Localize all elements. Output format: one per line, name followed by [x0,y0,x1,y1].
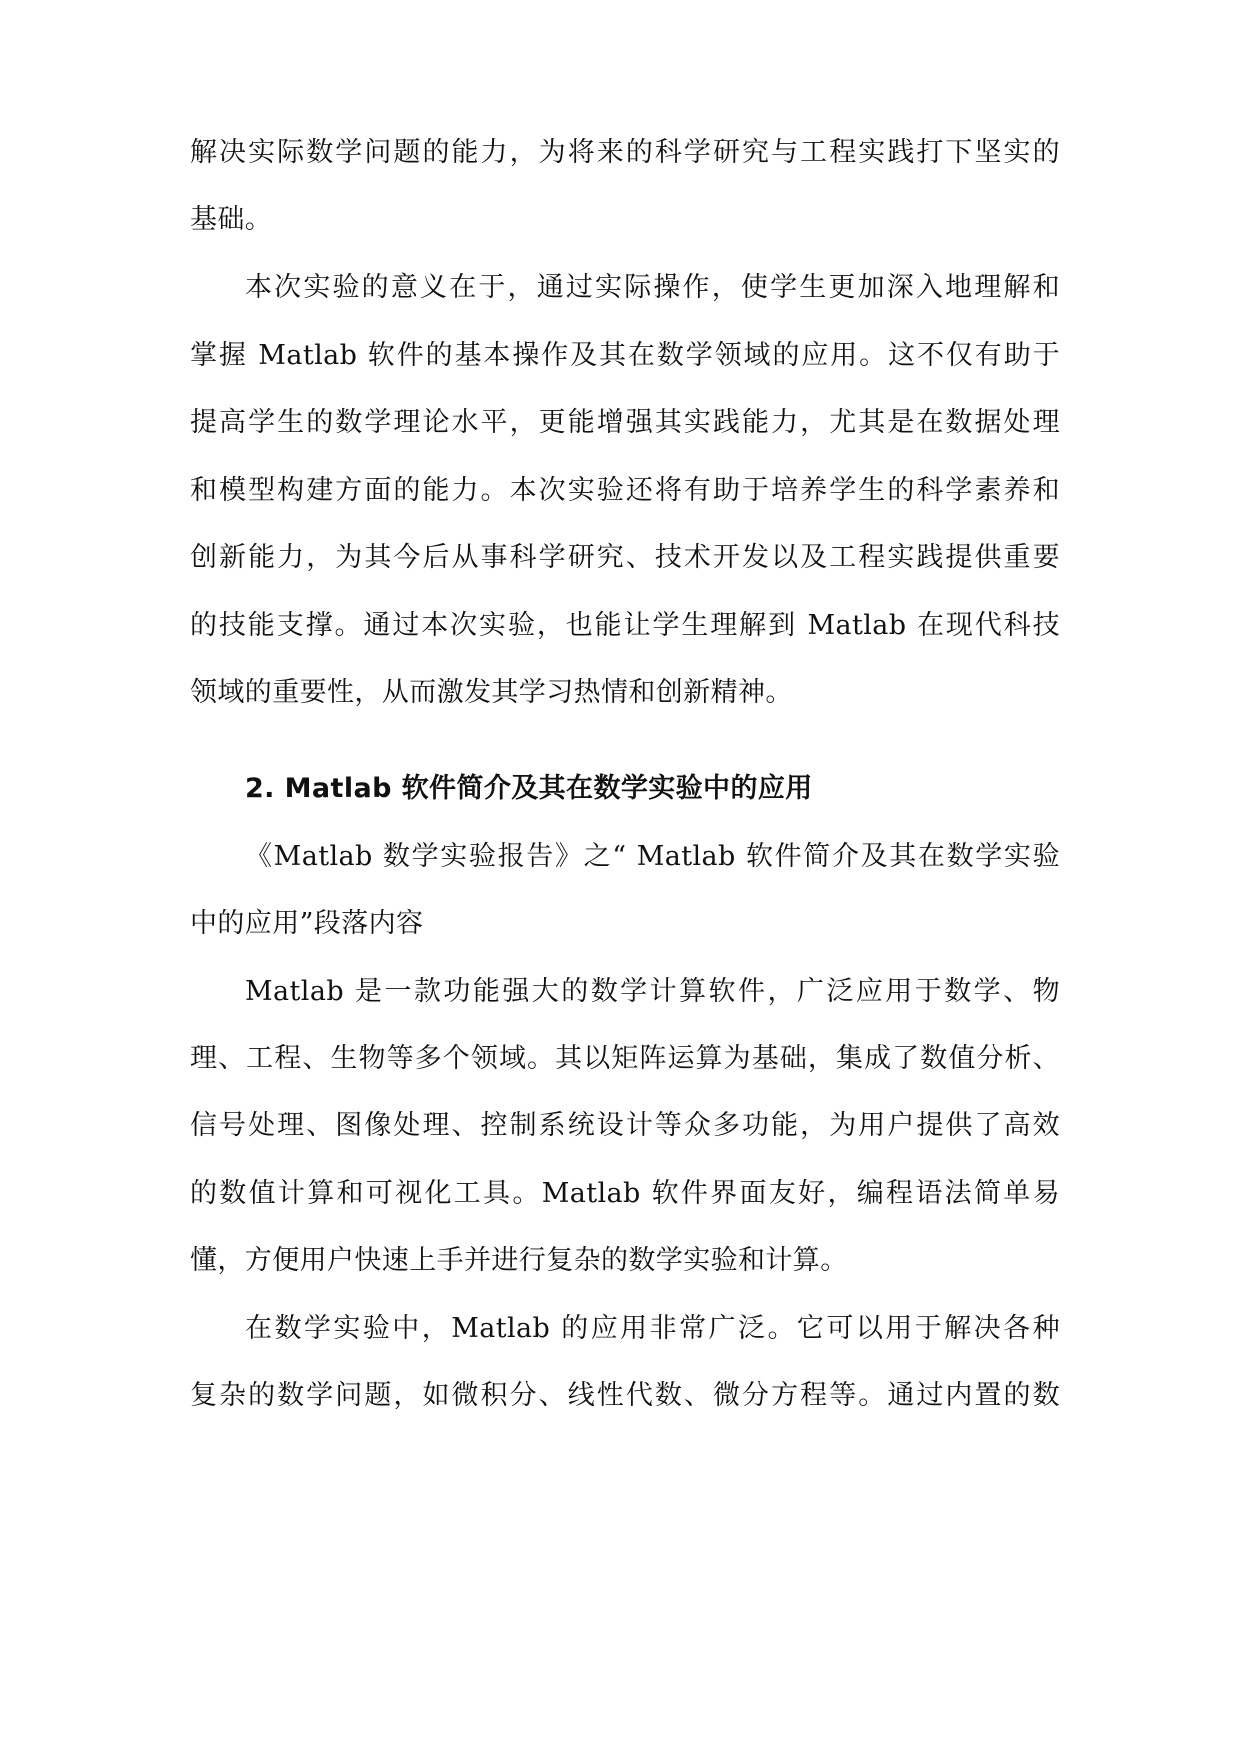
paragraph-line: 和模型构建方面的能力。本次实验还将有助于培养学生的科学素养和 [190,475,1060,506]
paragraph-line: 提高学生的数学理论水平，更能增强其实践能力，尤其是在数据处理 [190,407,1060,438]
paragraph-line: 的数值计算和可视化工具。Matlab 软件界面友好，编程语法简单易 [190,1178,1060,1209]
paragraph-line: 复杂的数学问题，如微积分、线性代数、微分方程等。通过内置的数 [190,1380,1060,1411]
paragraph-line: 解决实际数学问题的能力，为将来的科学研究与工程实践打下坚实的 [190,137,1060,168]
paragraph-line: 基础。 [190,204,273,235]
paragraph-line: 《Matlab 数学实验报告》之“ Matlab 软件简介及其在数学实验 [245,841,1060,872]
paragraph-line: 中的应用”段落内容 [190,908,424,939]
section-heading: 2. Matlab 软件简介及其在数学实验中的应用 [245,773,813,804]
paragraph-line: 本次实验的意义在于，通过实际操作，使学生更加深入地理解和 [245,272,1060,303]
paragraph-line: 理、工程、生物等多个领域。其以矩阵运算为基础，集成了数值分析、 [190,1043,1060,1074]
paragraph-line: 掌握 Matlab 软件的基本操作及其在数学领域的应用。这不仅有助于 [190,340,1060,371]
paragraph-line: 在数学实验中，Matlab 的应用非常广泛。它可以用于解决各种 [245,1313,1060,1344]
paragraph-line: 信号处理、图像处理、控制系统设计等众多功能，为用户提供了高效 [190,1110,1060,1141]
paragraph-line: 懂，方便用户快速上手并进行复杂的数学实验和计算。 [190,1245,848,1276]
paragraph-line: 领域的重要性，从而激发其学习热情和创新精神。 [190,677,793,708]
paragraph-line: 创新能力，为其今后从事科学研究、技术开发以及工程实践提供重要 [190,542,1060,573]
paragraph-line: 的技能支撑。通过本次实验，也能让学生理解到 Matlab 在现代科技 [190,610,1060,641]
paragraph-line: Matlab 是一款功能强大的数学计算软件，广泛应用于数学、物 [245,976,1060,1007]
